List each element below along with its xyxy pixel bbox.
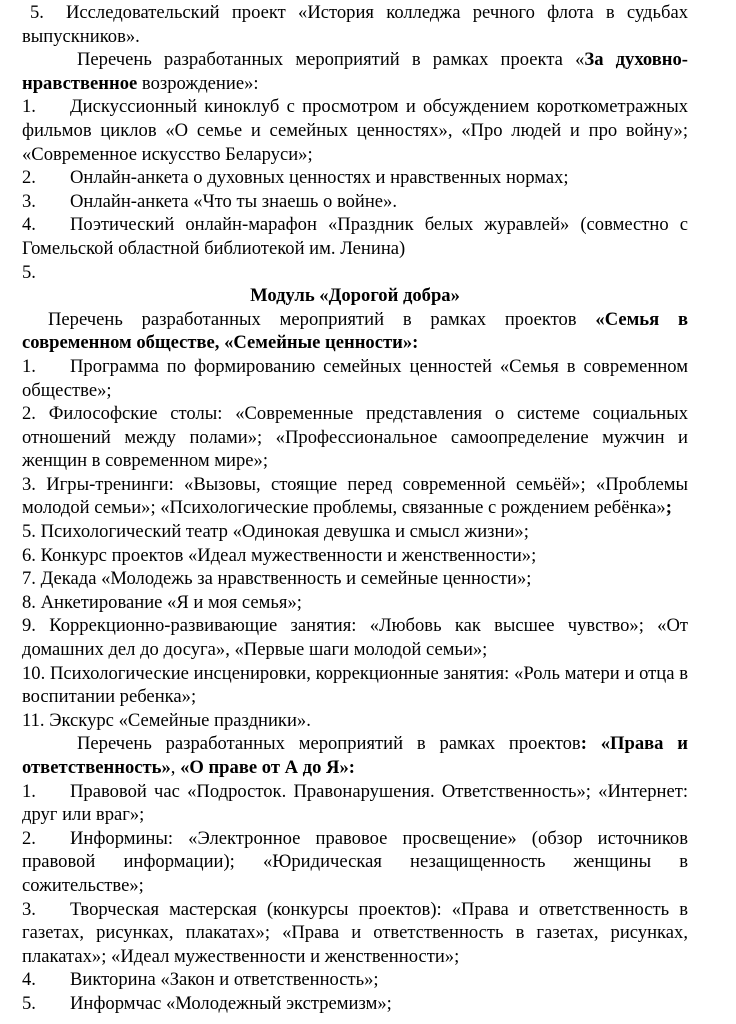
section-intro: Перечень разработанных мероприятий в рамках проектов: «Права и ответственность», «О праве от А до Я»: <box>22 733 688 778</box>
list-item: 2. Философские столы: «Современные представления о системе социальных отношений между полами»; «Профессиональное самоопределение мужчин и женщин в современном мире»; <box>22 403 688 472</box>
list-item: 3. Игры-тренинги: «Вызовы, стоящие перед современной семьёй»; «Проблемы молодой семьи»; «Психологические проблемы, связанные с рождением ребёнка»; <box>22 473 688 519</box>
list-item: 1. Дискуссионный киноклуб с просмотром и обсуждением короткометражных фильмов циклов «О семье и семейных ценностях», «Про людей и про войну»; «Современное искусство Беларуси»; <box>22 96 688 165</box>
list-item: 5. Исследовательский проект «История колледжа речного флота в судьбах выпускников». <box>22 2 688 47</box>
list-item: 4. Поэтический онлайн-марафон «Праздник белых журавлей» (совместно с Гомельской областной библиотекой им. Ленина) <box>22 214 688 259</box>
list-item: 1. Программа по формированию семейных ценностей «Семья в современном обществе»; <box>22 355 688 401</box>
list-item: 4. Викторина «Закон и ответственность»; <box>22 969 379 991</box>
list-item: 2. Онлайн-анкета о духовных ценностях и нравственных нормах; <box>22 167 569 189</box>
list-item: 10. Психологические инсценировки, коррекционные занятия: «Роль матери и отца в воспитании ребенка»; <box>22 662 688 708</box>
list-item: 3. Онлайн-анкета «Что ты знаешь о войне». <box>22 190 397 212</box>
list-item: 11. Экскурс «Семейные праздники». <box>22 709 311 731</box>
list-item: 2. Информины: «Электронное правовое просвещение» (обзор источников правовой информации); «Юридическая незащищенность женщины в сожительстве»; <box>22 827 688 896</box>
section-intro: Перечень разработанных мероприятий в рамках проектов «Семья в современном обществе, «Семейные ценности»: <box>22 308 688 354</box>
list-item: 8. Анкетирование «Я и моя семья»; <box>22 591 302 613</box>
list-item: 5. Психологический театр «Одинокая девушка и смысл жизни»; <box>22 521 529 543</box>
list-item: 5. <box>22 261 36 283</box>
list-item: 1. Правовой час «Подросток. Правонарушения. Ответственность»; «Интернет: друг или враг»; <box>22 780 688 826</box>
list-item: 9. Коррекционно-развивающие занятия: «Любовь как высшее чувство»; «От домашних дел до досуга», «Первые шаги молодой семьи»; <box>22 615 688 661</box>
list-item: 6. Конкурс проектов «Идеал мужественности и женственности»; <box>22 544 537 566</box>
list-item: 7. Декада «Молодежь за нравственность и семейные ценности»; <box>22 568 532 590</box>
section-intro: Перечень разработанных мероприятий в рамках проекта «За духовно-нравственное возрождение»: <box>22 49 688 94</box>
list-item: 5. Информчас «Молодежный экстремизм»; <box>22 992 392 1014</box>
module-title: Модуль «Дорогой добра» <box>250 285 460 307</box>
list-item: 3. Творческая мастерская (конкурсы проектов): «Права и ответственность в газетах, рисунках, плакатах»; «Права и ответственность в газетах, рисунках, плакатах»; «Идеал мужественности и женственности»; <box>22 898 688 967</box>
